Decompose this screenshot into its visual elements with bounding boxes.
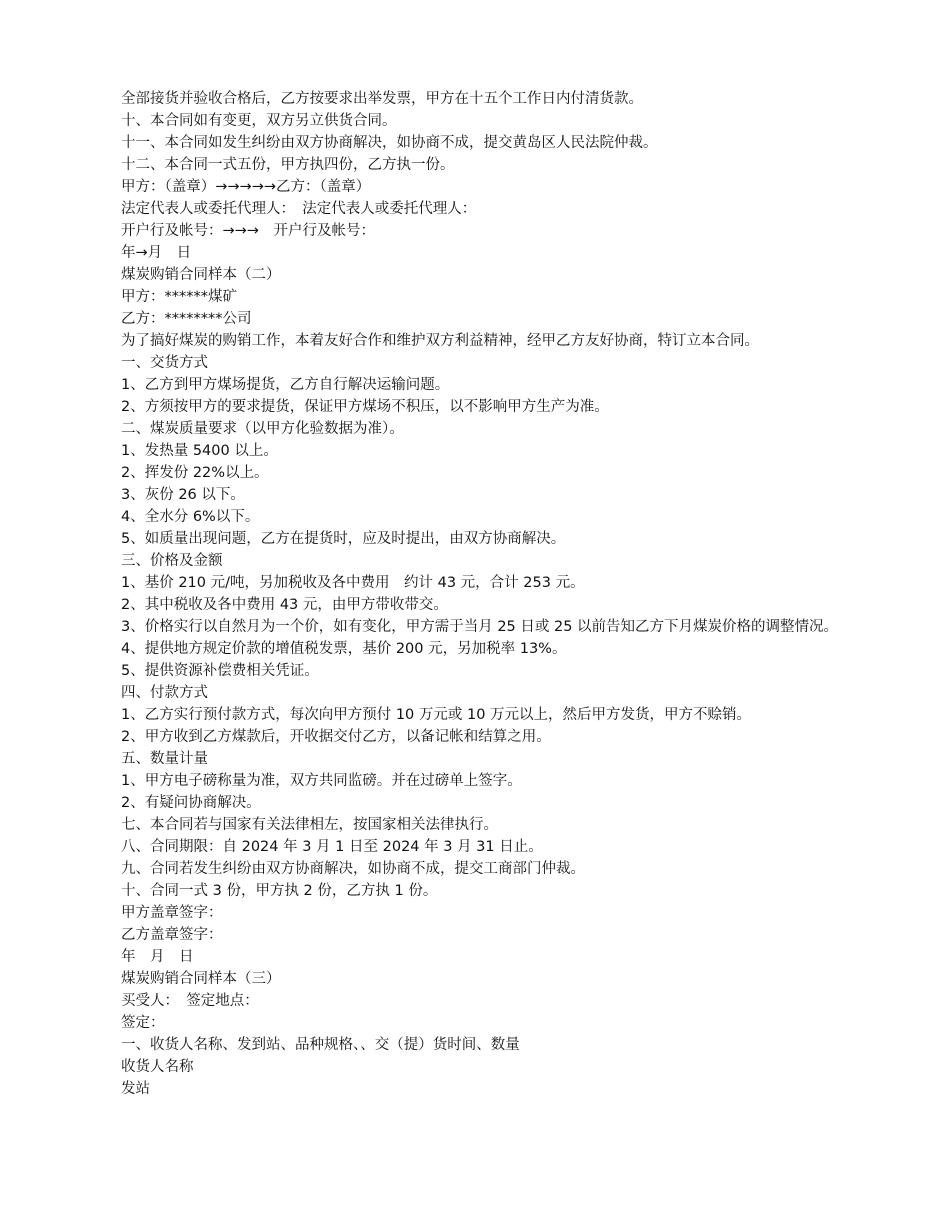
text-line: 年 月 日 [121,949,194,965]
text-line: 十二、本合同一式五份，甲方执四份，乙方执一份。 [121,157,455,173]
text-line: 1、乙方到甲方煤场提货，乙方自行解决运输问题。 [121,377,450,393]
text-line: 开户行及帐号：→→→ 开户行及帐号： [121,223,375,239]
text-line: 乙方盖章签字： [121,927,223,943]
text-line: 甲方：（盖章）→→→→→乙方：（盖章） [121,179,371,195]
document-page [0,88,950,1100]
text-line: 一、收货人名称、发到站、品种规格、、交（提）货时间、数量 [121,1037,520,1053]
text-line: 二、煤炭质量要求（以甲方化验数据为准）。 [121,421,404,437]
text-line: 2、方须按甲方的要求提货，保证甲方煤场不积压，以不影响甲方生产为准。 [121,399,609,415]
text-line: 年→月 日 [121,245,192,261]
text-line: 十一、本合同如发生纠纷由双方协商解决，如协商不成，提交黄岛区人民法院仲裁。 [121,135,658,151]
section-title: 煤炭购销合同样本（二） [121,267,281,283]
text-line: 五、数量计量 [121,751,208,767]
section-title: 煤炭购销合同样本（三） [121,971,281,987]
text-line: 1、发热量 5400 以上。 [121,443,278,459]
text-line: 一、交货方式 [121,355,208,371]
text-line: 全部接货并验收合格后，乙方按要求出举发票，甲方在十五个工作日内付清货款。 [121,91,643,107]
text-line: 七、本合同若与国家有关法律相左，按国家相关法律执行。 [121,817,498,833]
text-paragraph: 3、价格实行以自然月为一个价，如有变化，甲方需于当月 25 日或 25 以前告知乙方下月煤炭价格的调整情况。 [121,619,839,635]
text-line: 八、合同期限：自 2024 年 3 月 1 日至 2024 年 3 月 31 日止。 [121,839,543,855]
text-line: 甲方盖章签字： [121,905,223,921]
text-line: 十、合同一式 3 份，甲方执 2 份，乙方执 1 份。 [121,883,438,899]
text-line: 5、如质量出现问题，乙方在提货时，应及时提出，由双方协商解决。 [121,531,566,547]
text-line: 九、合同若发生纠纷由双方协商解决，如协商不成，提交工商部门仲裁。 [121,861,585,877]
text-line: 4、全水分 6%以下。 [121,509,260,525]
text-line: 1、基价 210 元/吨，另加税收及各中费用 约计 43 元，合计 253 元。 [121,575,585,591]
text-line: 5、提供资源补偿费相关凭证。 [121,663,319,679]
text-line: 为了搞好煤炭的购销工作，本着友好合作和维护双方利益精神，经甲乙方友好协商，特订立本合同。 [121,333,759,349]
text-line: 法定代表人或委托代理人： 法定代表人或委托代理人： [121,201,477,217]
text-line: 发站 [121,1081,150,1097]
text-line: 十、本合同如有变更，双方另立供货合同。 [121,113,397,129]
text-line: 收货人名称 [121,1059,194,1075]
text-line: 乙方：********公司 [121,311,252,327]
text-line: 2、有疑问协商解决。 [121,795,261,811]
text-line: 1、乙方实行预付款方式，每次向甲方预付 10 万元或 10 万元以上，然后甲方发货，甲方不赊销。 [121,707,752,723]
text-line: 三、价格及金额 [121,553,223,569]
text-line: 2、甲方收到乙方煤款后，开收据交付乙方，以备记帐和结算之用。 [121,729,551,745]
text-line: 四、付款方式 [121,685,208,701]
text-line: 买受人： 签定地点： [121,993,259,1009]
text-line: 1、甲方电子磅称量为准，双方共同监磅。并在过磅单上签字。 [121,773,522,789]
text-line: 3、灰份 26 以下。 [121,487,245,503]
text-line: 签定： [121,1015,165,1031]
text-line: 甲方：******煤矿 [121,289,237,305]
text-line: 2、挥发份 22%以上。 [121,465,269,481]
text-line: 4、提供地方规定价款的增值税发票，基价 200 元，另加税率 13%。 [121,641,567,657]
text-line: 2、其中税收及各中费用 43 元，由甲方带收带交。 [121,597,448,613]
